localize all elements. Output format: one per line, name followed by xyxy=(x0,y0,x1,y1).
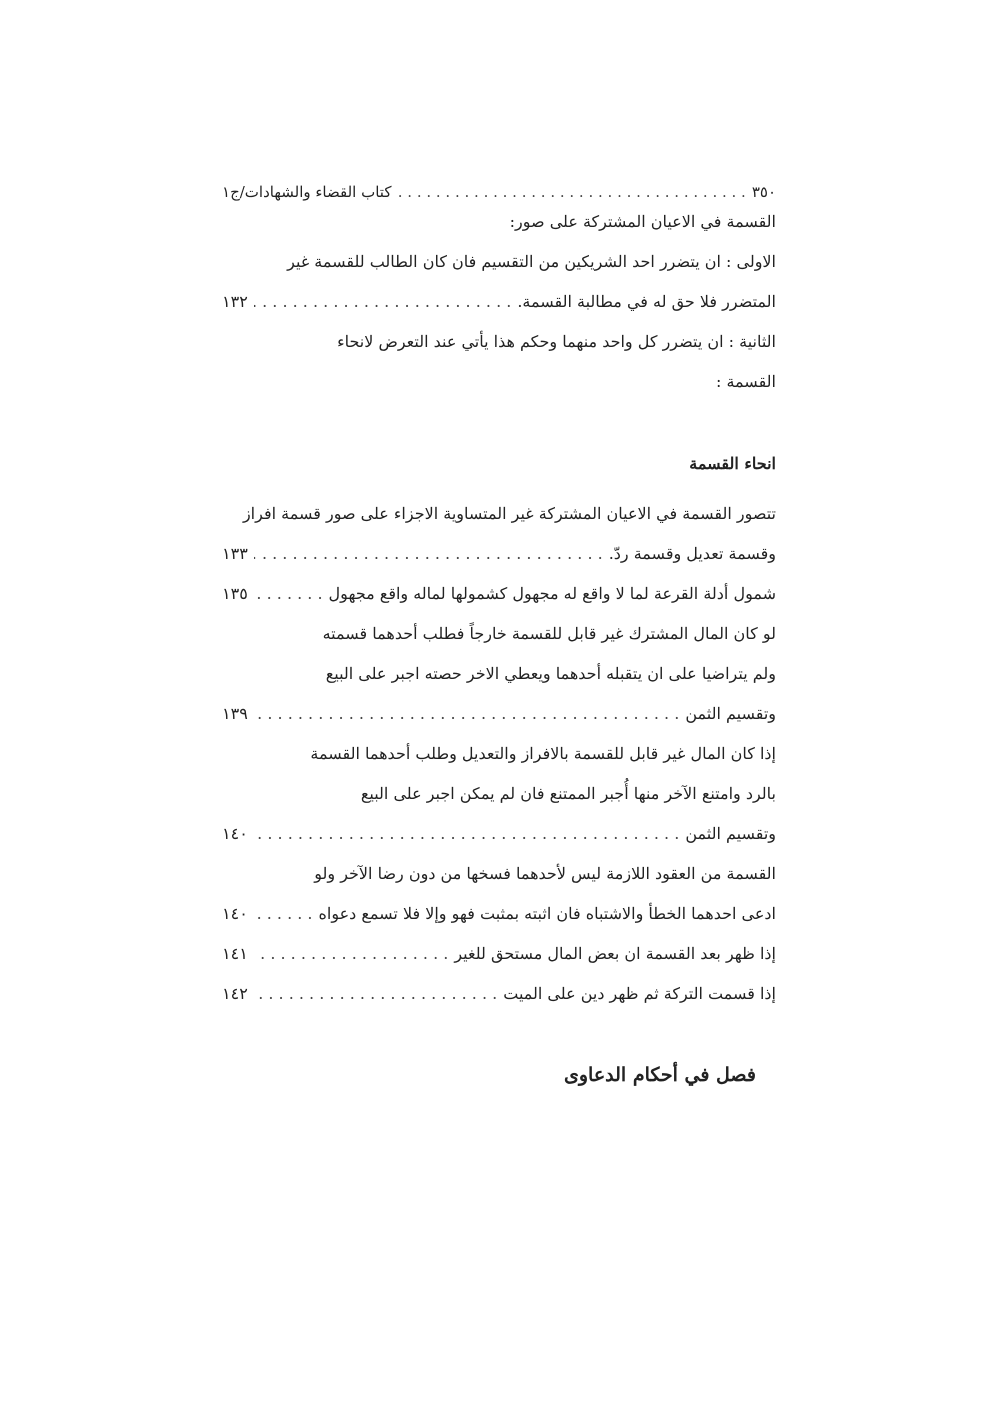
toc-entry-text: ادعى احدهما الخطأ والاشتباه فان اثبته بمثبت فهو وإلا فلا تسمع دعواه xyxy=(318,904,776,923)
leader-dots xyxy=(254,984,497,1004)
book-title: كتاب القضاء والشهادات/ج١ xyxy=(222,183,392,201)
leader-dots xyxy=(254,292,512,312)
toc-entry-page: ١٤٠ xyxy=(222,824,248,843)
page-number: ٣٥٠ xyxy=(751,183,776,201)
toc-entry-text: شمول أدلة القرعة لما لا واقع له مجهول كشمولها لماله واقع مجهول xyxy=(328,584,776,603)
toc-entry-text: الاولى : ان يتضرر احد الشريكين من التقسيم فان كان الطالب للقسمة غير xyxy=(287,252,776,271)
toc-entry xyxy=(222,734,776,774)
leader-dots xyxy=(254,824,680,844)
leader-dots xyxy=(254,584,323,604)
toc-entry-text: ولم يتراضيا على ان يتقبله أحدهما ويعطي الاخر حصته اجبر على البيع xyxy=(325,664,776,683)
toc-entry xyxy=(222,974,776,1014)
toc-entry-text: بالرد وامتنع الآخر منها أُجبر الممتنع فان لم يمكن اجبر على البيع xyxy=(360,784,776,803)
toc-entry xyxy=(222,242,776,282)
toc-entry xyxy=(222,694,776,734)
toc-entry xyxy=(222,574,776,614)
toc-entry-text: الثانية : ان يتضرر كل واحد منهما وحكم هذا يأتي عند التعرض لانحاء xyxy=(337,332,776,351)
toc-entry-page: ١٤٢ xyxy=(222,984,248,1003)
toc-entry xyxy=(222,494,776,534)
toc-entry-text: وتقسيم الثمن xyxy=(685,704,776,723)
toc-entry xyxy=(222,202,776,242)
toc-entry-text: إذا قسمت التركة ثم ظهر دين على الميت xyxy=(503,984,776,1003)
toc-entry xyxy=(222,614,776,654)
toc-entry-text: المتضرر فلا حق له في مطالبة القسمة. xyxy=(517,292,776,311)
toc-entry xyxy=(222,534,776,574)
section-heading: انحاء القسمة xyxy=(689,454,776,473)
leader-dots xyxy=(254,904,313,924)
toc-entry-text: إذا ظهر بعد القسمة ان بعض المال مستحق للغير xyxy=(454,944,776,963)
toc-entry-text: القسمة في الاعيان المشتركة على صور: xyxy=(509,212,776,231)
toc-entry xyxy=(222,282,776,322)
toc-entry-text: القسمة من العقود اللازمة ليس لأحدهما فسخها من دون رضا الآخر ولو xyxy=(314,864,776,883)
toc-entry xyxy=(222,362,776,402)
toc-block-1 xyxy=(222,202,776,402)
leader-dots xyxy=(397,182,745,202)
toc-entry xyxy=(222,814,776,854)
toc-entry xyxy=(222,322,776,362)
toc-entry-text: لو كان المال المشترك غير قابل للقسمة خارجاً فطلب أحدهما قسمته xyxy=(322,624,776,643)
toc-entry-text: القسمة : xyxy=(716,372,776,391)
toc-entry xyxy=(222,894,776,934)
toc-entry-text: إذا كان المال غير قابل للقسمة بالافراز والتعديل وطلب أحدهما القسمة xyxy=(310,744,776,763)
leader-dots xyxy=(254,704,680,724)
toc-entry-page: ١٤٠ xyxy=(222,904,248,923)
leader-dots xyxy=(254,544,603,564)
toc-entry-page: ١٣٥ xyxy=(222,584,248,603)
toc-entry-page: ١٤١ xyxy=(222,944,248,963)
toc-entry xyxy=(222,854,776,894)
toc-entry-text: تتصور القسمة في الاعيان المشتركة غير المتساوية الاجزاء على صور قسمة افراز xyxy=(242,504,776,523)
page-content xyxy=(222,172,776,1014)
leader-dots xyxy=(254,944,449,964)
toc-entry-page: ١٣٣ xyxy=(222,544,248,563)
toc-entry xyxy=(222,654,776,694)
toc-entry-page: ١٣٩ xyxy=(222,704,248,723)
running-header xyxy=(222,172,776,202)
toc-block-2 xyxy=(222,494,776,1014)
toc-entry xyxy=(222,774,776,814)
toc-entry-text: وتقسيم الثمن xyxy=(685,824,776,843)
toc-entry-text: وقسمة تعديل وقسمة ردّ. xyxy=(608,544,776,563)
toc-entry-page: ١٣٢ xyxy=(222,292,248,311)
toc-entry xyxy=(222,934,776,974)
next-section-title: فصل في أحكام الدعاوى xyxy=(564,1064,756,1086)
